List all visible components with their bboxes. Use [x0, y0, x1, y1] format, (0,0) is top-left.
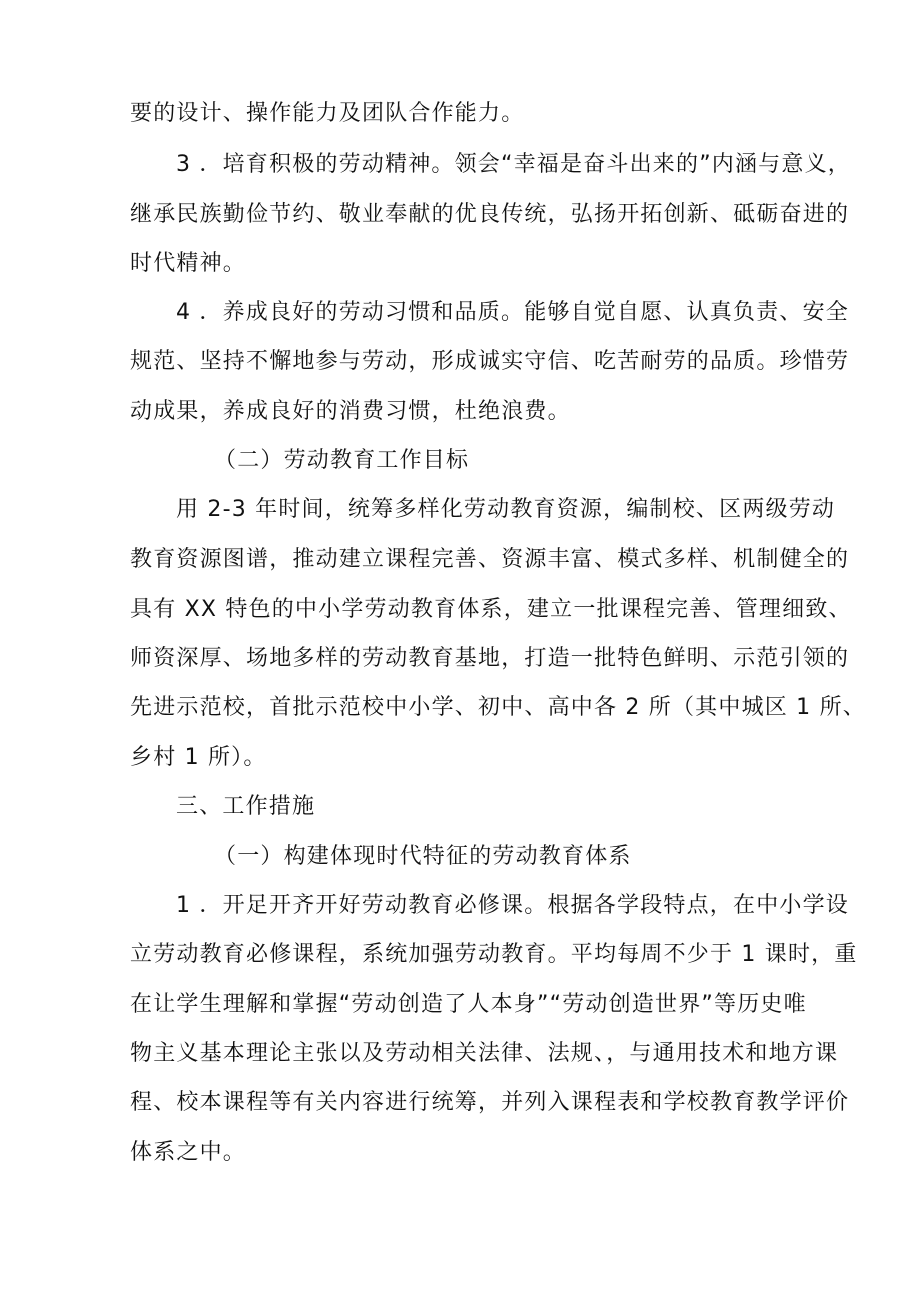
paragraph-line: 立劳动教育必修课程，系统加强劳动教育。平均每周不少于 1 课时，重: [130, 942, 858, 967]
paragraph-line: 先进示范校，首批示范校中小学、初中、高中各 2 所（其中城区 1 所、: [130, 695, 866, 720]
paragraph-line: 动成果，养成良好的消费习惯，杜绝浪费。: [130, 399, 571, 424]
paragraph-line: 时代精神。: [130, 251, 247, 276]
paragraph-line: 继承民族勤俭节约、敬业奉献的优良传统，弘扬开拓创新、砥砺奋进的: [130, 202, 850, 227]
paragraph-line: 具有 XX 特色的中小学劳动教育体系，建立一批课程完善、管理细致、: [130, 597, 852, 622]
section-heading: （二）劳动教育工作目标: [214, 448, 470, 473]
paragraph-line: 乡村 1 所）。: [130, 745, 267, 770]
paragraph-line: 1 ．开足开齐开好劳动教育必修课。根据各学段特点，在中小学设: [176, 893, 849, 918]
paragraph-line: 规范、坚持不懈地参与劳动，形成诚实守信、吃苦耐劳的品质。珍惜劳: [130, 349, 850, 374]
paragraph-line: 师资深厚、场地多样的劳动教育基地，打造一批特色鲜明、示范引领的: [130, 646, 850, 671]
paragraph-line: 4 ．养成良好的劳动习惯和品质。能够自觉自愿、认真负责、安全: [176, 300, 849, 325]
paragraph-line: 在让学生理解和掌握“劳动创造了人本身”“劳动创造世界”等历史唯: [130, 992, 807, 1017]
paragraph-line: 程、校本课程等有关内容进行统筹，并列入课程表和学校教育教学评价: [130, 1090, 850, 1115]
paragraph-line: 体系之中。: [130, 1140, 247, 1165]
paragraph-line: 3 ．培育积极的劳动精神。领会“幸福是奋斗出来的”内涵与意义，: [176, 152, 851, 177]
section-heading: 三、工作措施: [176, 794, 316, 819]
paragraph-line: 要的设计、操作能力及团队合作能力。: [130, 101, 525, 126]
paragraph-line: 教育资源图谱，推动建立课程完善、资源丰富、模式多样、机制健全的: [130, 547, 850, 572]
paragraph-line: 用 2-3 年时间，统筹多样化劳动教育资源，编制校、区两级劳动: [176, 497, 836, 522]
paragraph-line: 物主义基本理论主张以及劳动相关法律、法规、，与通用技术和地方课: [130, 1041, 839, 1066]
section-heading: （一）构建体现时代特征的劳动教育体系: [214, 844, 632, 869]
